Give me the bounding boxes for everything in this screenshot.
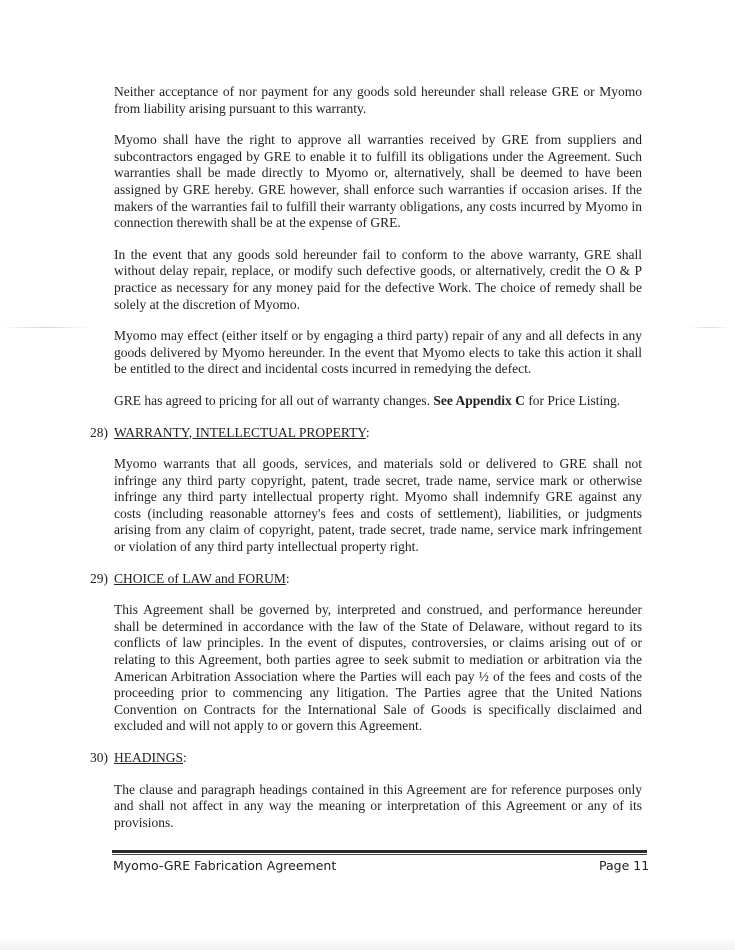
section-title-suffix: : — [365, 424, 370, 440]
page-body — [90, 84, 642, 846]
pricing-text: GRE has agreed to pricing for all out of warranty changes. — [114, 392, 434, 408]
paragraph: Neither acceptance of nor payment for any goods sold hereunder shall release GRE or Myomo from liability arising pursuant to this warranty. — [114, 84, 642, 116]
page-number: Page 11 — [599, 858, 650, 873]
scan-artifact — [0, 327, 90, 328]
paragraph: In the event that any goods sold hereunder fail to conform to the above warranty, GRE shall without delay repair, replace, or modify such defective goods, or alternatively, credit the O & P practice as necessary for any money paid for the defective Work. The choice of remedy shall be solely at the discretion of Myomo. — [114, 246, 642, 312]
section-title-suffix: : — [285, 570, 290, 586]
footer-rule — [112, 850, 647, 853]
section-title-suffix: : — [183, 750, 187, 765]
scan-edge — [0, 938, 735, 950]
appendix-reference: See Appendix C — [433, 392, 525, 408]
section-heading-28 — [90, 425, 642, 442]
footer-title: Myomo-GRE Fabrication Agreement — [113, 858, 337, 873]
section-title: CHOICE of LAW and FORUM — [114, 570, 286, 586]
section-body: This Agreement shall be governed by, interpreted and construed, and performance hereunder shall be determined in accordance with the law of the State of Delaware, without regard to its conflicts of law principles. In the event of disputes, controversies, or claims arising out of or relating to this Agreement, both parties agree to seek submit to mediation or arbitration via the American Arbitration Association where the Parties will each pay ½ of the fees and costs of the proceeding prior to commencing any litigation. The Parties agree that the United Nations Convention on Contracts for the International Sale of Goods is specifically disclaimed and excluded and will not apply to or govern this Agreement. — [114, 602, 642, 734]
section-number: 29) — [90, 570, 108, 586]
pricing-paragraph — [114, 393, 642, 410]
pricing-text-end: for Price Listing. — [524, 392, 621, 408]
paragraph: Myomo shall have the right to approve all warranties received by GRE from suppliers and subcontractors engaged by GRE to enable it to fulfill its obligations under the Agreement. Such warranties shall be made directly to Myomo or, alternatively, shall be deemed to have been assigned by GRE hereby. GRE however, shall enforce such warranties if occasion arises. If the makers of the warranties fail to fulfill their warranty obligations, any costs incurred by Myomo in connection therewith shall be at the expense of GRE. — [114, 132, 642, 231]
scan-artifact — [690, 327, 730, 328]
section-heading-29 — [90, 571, 642, 588]
section-title: WARRANTY, INTELLECTUAL PROPERTY — [114, 424, 366, 440]
section-number: 30) — [90, 750, 108, 765]
paragraph: Myomo may effect (either itself or by engaging a third party) repair of any and all defects in any goods delivered by Myomo hereunder. In the event that Myomo elects to take this action it shall be entitled to the direct and incidental costs incurred in remedying the defect. — [114, 328, 642, 377]
section-body: Myomo warrants that all goods, services, and materials sold or delivered to GRE shall not infringe any third party copyright, patent, trade secret, trade name, service mark or otherwise infringe any third party intellectual property right. Myomo shall indemnify GRE against any costs (including reasonable attorney's fees and costs of settlement), liabilities, or judgments arising from any claim of copyright, patent, trade secret, trade name, service mark infringement or violation of any third party intellectual property right. — [114, 456, 642, 555]
footer-rule-thin — [112, 854, 647, 855]
section-number: 28) — [90, 424, 108, 440]
section-title: HEADINGS — [114, 750, 183, 765]
section-body: The clause and paragraph headings contained in this Agreement are for reference purposes only and shall not affect in any way the meaning or interpretation of this Agreement or any of its provisions. — [114, 781, 642, 830]
section-heading-30 — [90, 750, 642, 767]
